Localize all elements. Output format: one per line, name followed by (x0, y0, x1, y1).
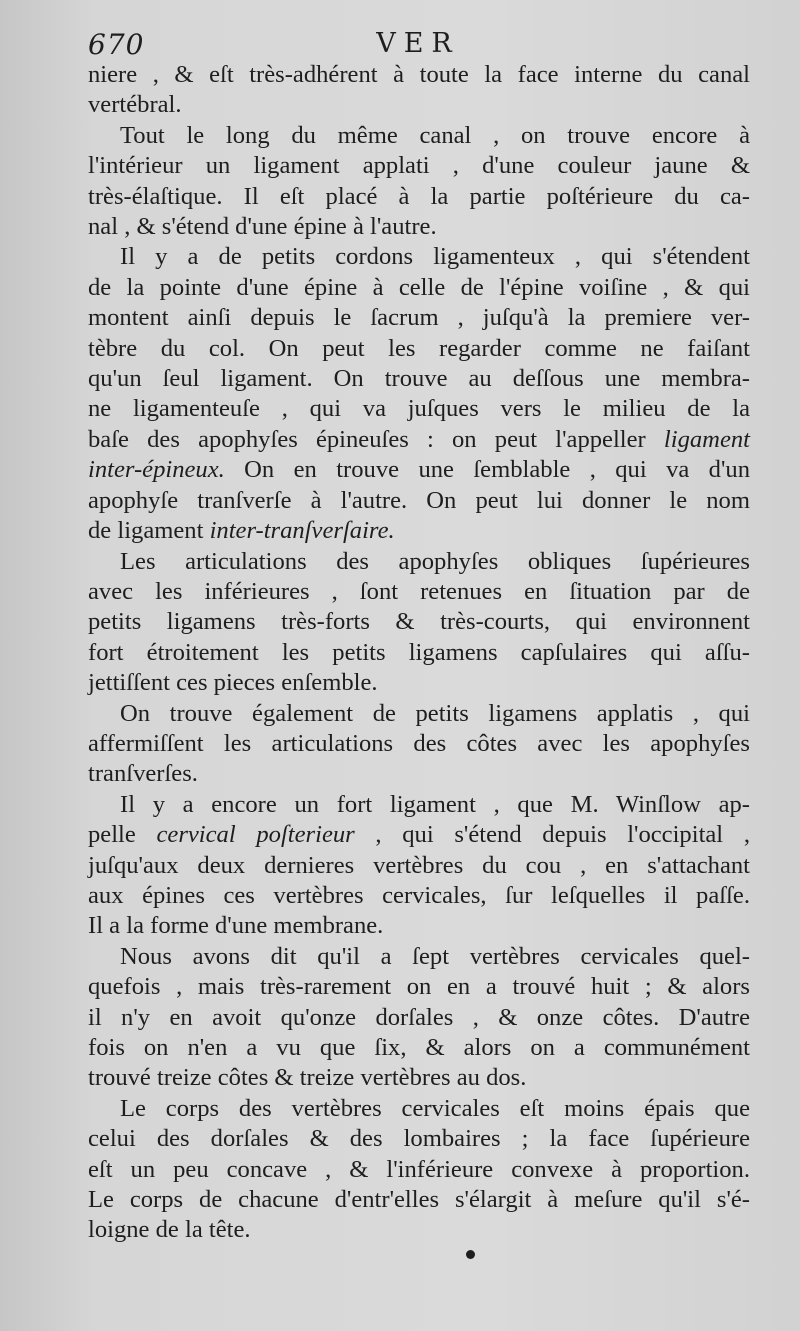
text-line (88, 516, 750, 546)
text-line: petits ligamens très-forts & très-courts, qui environnent (88, 608, 750, 636)
text-line: montent ainſi depuis le ſacrum , juſqu'à la premiere ver- (88, 304, 750, 332)
text-line: Il y a encore un fort ligament , que M. Winſlow ap- (120, 790, 750, 818)
text-line: Le corps de chacune d'entr'elles s'élargit à meſure qu'il s'é- (88, 1186, 750, 1214)
text-line: quefois , mais très-rarement on en a trouvé huit ; & alors (88, 973, 750, 1001)
text-line: très-élaſtique. Il eſt placé à la partie poſtérieure du ca- (88, 182, 750, 210)
text-line: tranſverſes. (88, 760, 198, 788)
text-run: pelle (88, 821, 157, 849)
text-line (88, 455, 750, 485)
text-line: juſqu'aux deux dernieres vertèbres du cou , en s'attachant (88, 851, 750, 879)
text-line: eſt un peu concave , & l'inférieure convexe à proportion. (88, 1155, 750, 1183)
page-number: 670 (88, 28, 145, 61)
text-line: fort étroitement les petits ligamens capſulaires qui aſſu- (88, 638, 750, 666)
text-line: loigne de la tête. (88, 1216, 251, 1244)
italic-term: ligament (663, 425, 750, 453)
page-header (88, 28, 748, 64)
end-ornament-dot (466, 1250, 475, 1259)
text-line: Nous avons dit qu'il a ſept vertèbres cervicales quel- (120, 942, 750, 970)
text-line: fois on n'en a vu que ſix, & alors on a communément (88, 1034, 750, 1061)
text-line: trouvé treize côtes & treize vertèbres au dos. (88, 1064, 527, 1092)
text-run: de ligament (88, 517, 210, 545)
text-line: qu'un ſeul ligament. On trouve au deſſous une membra- (88, 365, 750, 393)
text-run: , qui s'étend depuis l'occipital , (354, 821, 750, 849)
text-run: baſe des apophyſes épineuſes : on peut l'appeller (88, 425, 664, 453)
text-line: affermiſſent les articulations des côtes avec les apophyſes (88, 729, 750, 757)
italic-term: inter-épineux. (88, 456, 225, 484)
text-line: l'intérieur un ligament applati , d'une couleur jaune & (88, 152, 750, 180)
text-line: aux épines ces vertèbres cervicales, ſur leſquelles il paſſe. (88, 881, 750, 909)
text-run: On en trouve une ſemblable , qui va d'un (224, 456, 750, 484)
text-line: Il a la forme d'une membrane. (88, 912, 384, 940)
text-line: celui des dorſales & des lombaires ; la face ſupérieure (88, 1125, 750, 1153)
text-line: de la pointe d'une épine à celle de l'épine voiſine , & qui (88, 273, 750, 301)
text-line: Les articulations des apophyſes obliques ſupérieures (120, 547, 750, 575)
text-line (88, 425, 750, 455)
text-line: tèbre du col. On peut les regarder comme ne faiſant (88, 334, 750, 362)
text-line: avec les inférieures , ſont retenues en ſituation par de (88, 577, 750, 605)
text-line: il n'y en avoit qu'onze dorſales , & onze côtes. D'autre (88, 1003, 750, 1031)
text-line: vertébral. (88, 91, 182, 119)
italic-term: cervical poſterieur (156, 821, 355, 849)
text-line: Tout le long du même canal , on trouve encore à (120, 121, 750, 149)
body-text (88, 60, 750, 1246)
text-line: Le corps des vertèbres cervicales eſt moins épais que (120, 1094, 750, 1122)
running-head: VER (376, 28, 460, 59)
text-line: jettiſſent ces pieces enſemble. (88, 669, 378, 697)
text-line: nal , & s'étend d'une épine à l'autre. (88, 213, 437, 241)
text-line: On trouve également de petits ligamens applatis , qui (120, 699, 750, 727)
text-line (88, 820, 750, 850)
text-line: apophyſe tranſverſe à l'autre. On peut lui donner le nom (88, 486, 750, 514)
text-line: niere , & eſt très-adhérent à toute la face interne du canal (88, 61, 750, 88)
italic-term: inter-tranſverſaire. (209, 517, 395, 545)
text-line: Il y a de petits cordons ligamenteux , qui s'étendent (120, 243, 750, 271)
text-line: ne ligamenteuſe , qui va juſques vers le milieu de la (88, 395, 750, 423)
